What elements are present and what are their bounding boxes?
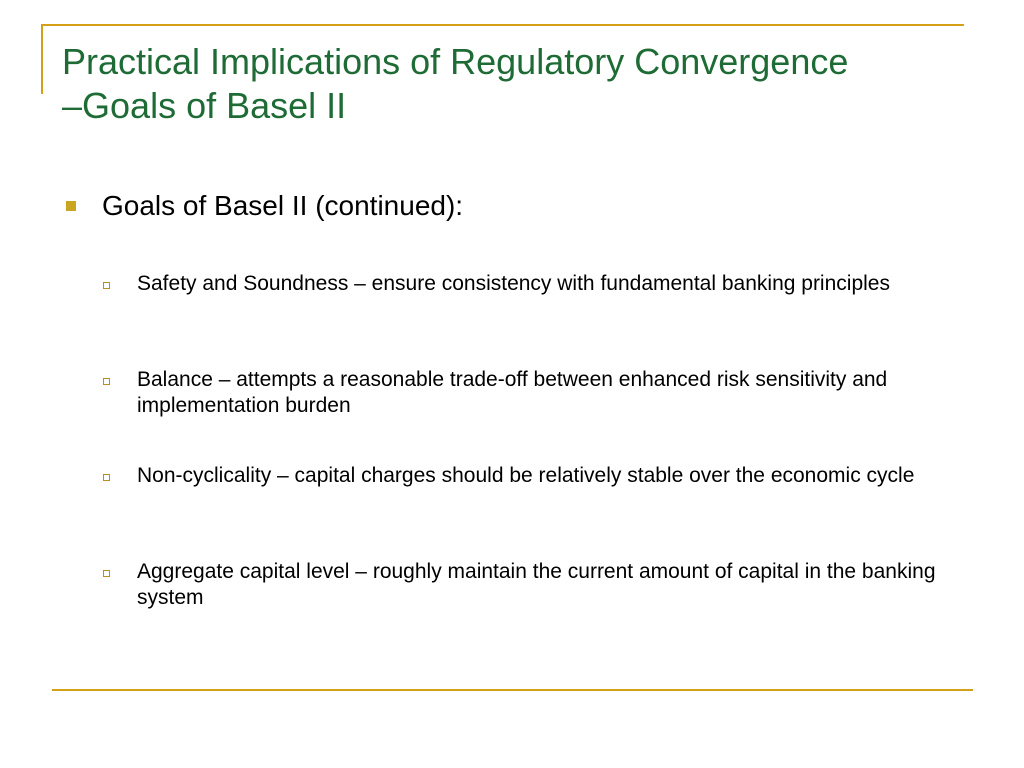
sub-bullet-text: Safety and Soundness – ensure consistency with fundamental banking principles [137, 272, 890, 295]
sub-bullet-text: Aggregate capital level – roughly maintain the current amount of capital in the banking system [137, 560, 936, 609]
square-bullet-icon [66, 201, 76, 211]
footer-divider [52, 689, 973, 691]
sub-bullet-item [100, 463, 960, 559]
frame-vertical-line [41, 24, 43, 94]
sub-bullet-list [100, 271, 960, 655]
slide-title [62, 40, 962, 128]
hollow-square-bullet-icon [103, 570, 110, 577]
hollow-square-bullet-icon [103, 378, 110, 385]
slide-title-line-2: –Goals of Basel II [62, 85, 347, 126]
sub-bullet-text: Non-cyclicality – capital charges should be relatively stable over the economic cycle [137, 464, 915, 487]
sub-bullet-item [100, 271, 960, 367]
slide-title-line-1: Practical Implications of Regulatory Convergence [62, 41, 849, 82]
main-bullet-item [66, 190, 463, 222]
main-bullet-text: Goals of Basel II (continued): [102, 190, 464, 221]
sub-bullet-item [100, 367, 960, 463]
sub-bullet-item [100, 559, 960, 655]
hollow-square-bullet-icon [103, 282, 110, 289]
frame-top-line [41, 24, 964, 26]
sub-bullet-text: Balance – attempts a reasonable trade-off between enhanced risk sensitivity and implementation burden [137, 368, 888, 417]
hollow-square-bullet-icon [103, 474, 110, 481]
